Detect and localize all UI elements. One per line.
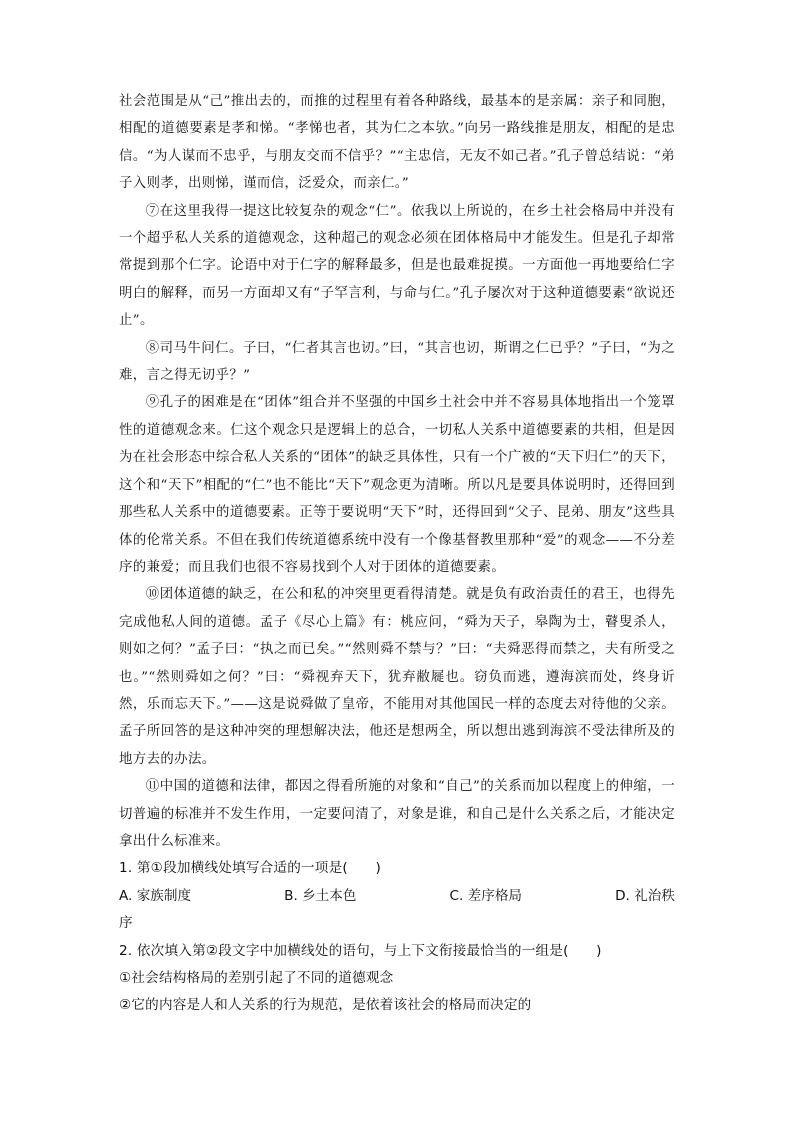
option-d-continuation: 序 bbox=[119, 915, 133, 932]
question-2-stem: 2. 依次填入第②段文字中加横线处的语句，与上下文衔接最恰当的一组是( ) bbox=[119, 942, 602, 959]
question-2-item-2: ②它的内容是人和人关系的行为规范，是依着该社会的格局而决定的 bbox=[119, 997, 532, 1014]
paragraph-continued: 社会范围是从“己”推出去的，而推的过程里有着各种路线，最基本的是亲属：亲子和同胞，相配的道德要素是孝和悌。“孝悌也者，其为仁之本欤。”向另一路线推是朋友，相配的是忠信。“为人谋而不忠乎，与朋友交而不信乎？”“主忠信，无友不如己者。”孔子曾总结说：“弟子入则孝，出则悌，谨而信，泛爱众，而亲仁。” bbox=[119, 94, 675, 192]
question-1-options bbox=[119, 883, 675, 910]
paragraph-8: ⑧司马牛问仁。子曰，“仁者其言也讱。”曰，“其言也讱，斯谓之仁已乎？”子曰，“为之难，言之得无讱乎？” bbox=[119, 340, 675, 384]
document-page bbox=[119, 88, 675, 1020]
paragraph-10: ⑩团体道德的缺乏，在公和私的冲突里更看得清楚。就是负有政治责任的君王，也得先完成他私人间的道德。孟子《尽心上篇》有：桃应问，“舜为天子，皋陶为士，瞽叟杀人，则如之何？”孟子曰：“执之而已矣。”“然则舜不禁与？”曰：“夫舜恶得而禁之，夫有所受之也。”“然则舜如之何？”曰：“舜视弃天下，犹弃敝屣也。窃负而逃，遵海滨而处，终身䜣然，乐而忘天下。”——这是说舜做了皇帝，不能用对其他国民一样的态度去对待他的父亲。孟子所回答的是这种冲突的理想解决法，他还是想两全，所以想出逃到海滨不受法律所及的地方去的办法。 bbox=[119, 587, 675, 767]
option-c[interactable]: C. 差序格局 bbox=[449, 887, 523, 904]
paragraph-9: ⑨孔子的困难是在“团体”组合并不坚强的中国乡土社会中并不容易具体地指出一个笼罩性的道德观念来。仁这个观念只是逻辑上的总合，一切私人关系中道德要素的共相，但是因为在社会形态中综合私人关系的“团体”的缺乏具体性，只有一个广被的“天下归仁”的天下，这个和“天下”相配的“仁”也不能比“天下”观念更为清晰。所以凡是要具体说明时，还得回到那些私人关系中的道德要素。正等于要说明“天下”时，还得回到“父子、昆弟、朋友”这些具体的伦常关系。不但在我们传统道德系统中没有一个像基督教里那种“爱”的观念——不分差序的兼爱；而且我们也很不容易找到个人对于团体的道德要素。 bbox=[119, 395, 675, 575]
option-d[interactable]: D. 礼治秩 bbox=[615, 887, 675, 904]
option-a[interactable]: A. 家族制度 bbox=[119, 887, 192, 904]
option-b[interactable]: B. 乡土本色 bbox=[284, 887, 357, 904]
paragraph-11: ⑪中国的道德和法律，都因之得看所施的对象和“自己”的关系而加以程度上的伸缩，一切普遍的标准并不发生作用，一定要问清了，对象是谁，和自己是什么关系之后，才能决定拿出什么标准来。 bbox=[119, 779, 675, 849]
question-1-stem: 1. 第①段加横线处填写合适的一项是( ) bbox=[119, 860, 381, 877]
questions-section bbox=[119, 855, 675, 1019]
question-2-item-1: ①社会结构格局的差别引起了不同的道德观念 bbox=[119, 970, 394, 986]
paragraph-7: ⑦在这里我得一提这比较复杂的观念“仁”。依我以上所说的，在乡土社会格局中并没有一个超乎私人关系的道德观念，这种超己的观念必须在团体格局中才能发生。但是孔子却常常提到那个仁字。论语中对于仁字的解释最多，但是也最难捉摸。一方面他一再地要给仁字明白的解释，而另一方面却又有“子罕言利，与命与仁。”孔子屡次对于这种道德要素“欲说还止”。 bbox=[119, 203, 675, 329]
